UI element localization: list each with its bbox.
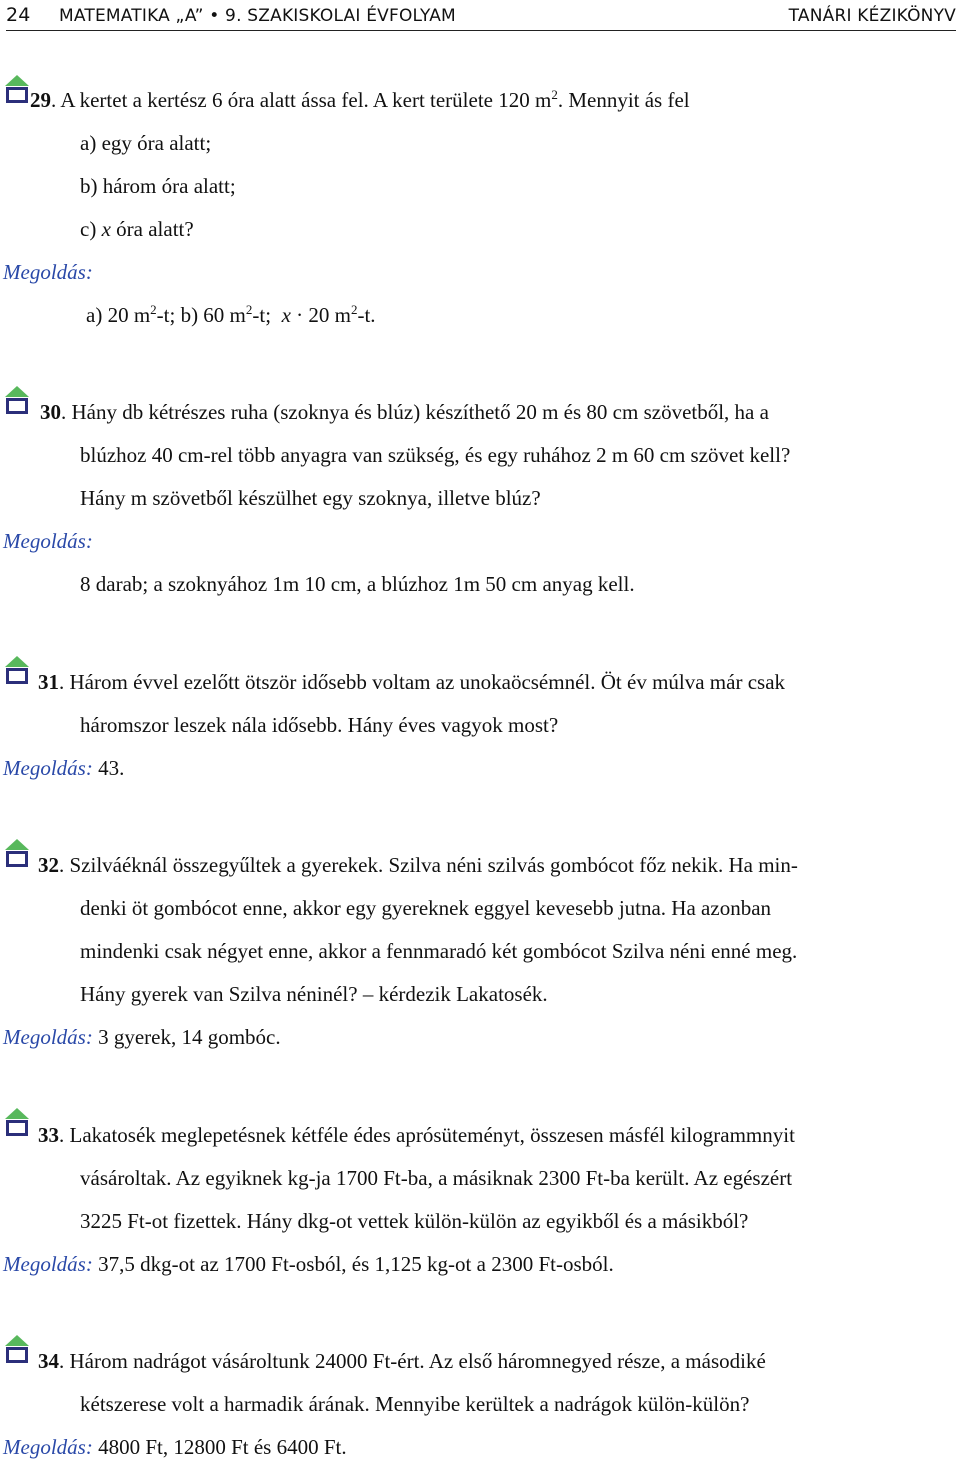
task-33-line-2: vásároltak. Az egyiknek kg-ja 1700 Ft-ba, a másiknak 2300 Ft-ba került. Az egészért <box>80 1166 793 1190</box>
task-29-sub-b: b) három óra alatt; <box>80 174 236 198</box>
task-31-solution: Megoldás: 43. <box>3 756 125 780</box>
task-34-solution: Megoldás: 4800 Ft, 12800 Ft és 6400 Ft. <box>3 1435 347 1459</box>
task-33-line-3: 3225 Ft-ot fizettek. Hány dkg-ot vettek külön-külön az egyikből és a másikból? <box>80 1209 749 1233</box>
task-29-solution: a) 20 $m^2-t$; b) 60 $m^2-t$; x · 20 $m^2-t$. <box>86 302 376 327</box>
solution-label: Megoldás: <box>3 529 93 553</box>
task-31-line-2: háromszor leszek nála idősebb. Hány éves vagyok most? <box>80 713 559 737</box>
task-32-line-1: 32. Szilváéknál összegyűltek a gyerekek. Szilva néni szilvás gombócot főz nekik. Ha min- <box>38 853 798 877</box>
task-34-line-1: 34. Három nadrágot vásároltunk 24000 Ft-ért. Az első háromnegyed része, a másodiké <box>38 1349 766 1373</box>
house-icon <box>4 1107 30 1137</box>
task-30-line-2: blúzhoz 40 cm-rel több anyagra van szükség, és egy ruhához 2 m 60 cm szövet kell? <box>80 443 791 467</box>
running-title: MATEMATIKA „A” • 9. SZAKISKOLAI ÉVFOLYAM <box>59 6 456 26</box>
book-type: TANÁRI KÉZIKÖNYV <box>788 6 956 26</box>
house-icon <box>4 655 30 685</box>
solution-label: Megoldás: <box>3 260 93 284</box>
house-icon <box>4 74 30 104</box>
task-31-line-1: 31. Három évvel ezelőtt ötször idősebb voltam az unokaöcsémnél. Öt év múlva már csak <box>38 670 786 694</box>
house-icon <box>4 838 30 868</box>
task-30-line-1: 30. Hány db kétrészes ruha (szoknya és blúz) készíthető 20 m és 80 cm szövetből, ha a <box>40 400 769 424</box>
page-header <box>6 0 956 31</box>
task-33-solution: Megoldás: 37,5 dkg-ot az 1700 Ft-osból, és 1,125 kg-ot a 2300 Ft-osból. <box>3 1252 614 1276</box>
task-29-sub-c: c) x óra alatt? <box>80 217 194 241</box>
task-29-line-1: 29. A kertet a kertész 6 óra alatt ássa fel. A kert területe 120 $m^2$. Mennyit ás fel <box>30 87 690 112</box>
task-32-solution: Megoldás: 3 gyerek, 14 gombóc. <box>3 1025 281 1049</box>
task-33-line-1: 33. Lakatosék meglepetésnek kétféle édes aprósüteményt, összesen másfél kilogrammnyit <box>38 1123 795 1147</box>
task-30-line-3: Hány m szövetből készülhet egy szoknya, illetve blúz? <box>80 486 541 510</box>
task-32-line-2: denki öt gombócot enne, akkor egy gyereknek eggyel kevesebb jutna. Ha azonban <box>80 896 772 920</box>
house-icon <box>4 385 30 415</box>
task-32-line-3: mindenki csak négyet enne, akkor a fennmaradó két gombócot Szilva néni enné meg. <box>80 939 798 963</box>
task-34-line-2: kétszerese volt a harmadik árának. Mennyibe kerültek a nadrágok külön-külön? <box>80 1392 750 1416</box>
house-icon <box>4 1334 30 1364</box>
page-number: 24 <box>6 4 31 26</box>
task-30-solution: 8 darab; a szoknyához 1m 10 cm, a blúzhoz 1m 50 cm anyag kell. <box>80 572 635 596</box>
task-32-line-4: Hány gyerek van Szilva néninél? – kérdezik Lakatosék. <box>80 982 548 1006</box>
task-29-sub-a: a) egy óra alatt; <box>80 131 212 155</box>
